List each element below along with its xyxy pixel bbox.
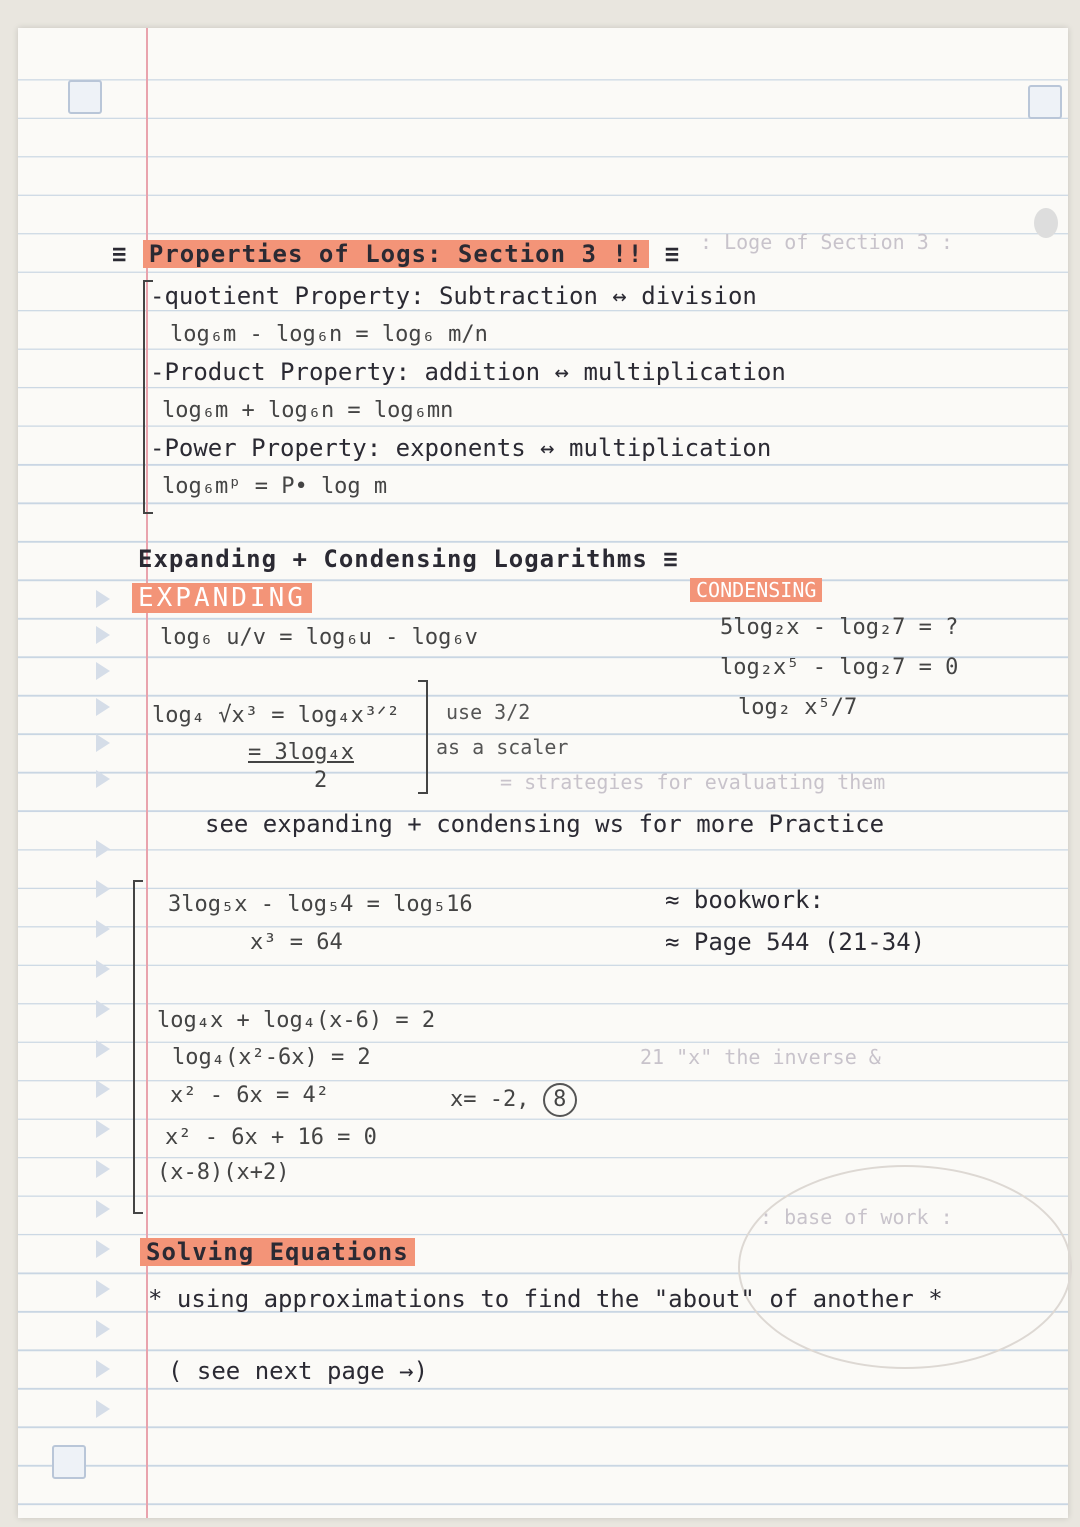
margin-triangle	[96, 1200, 110, 1218]
margin-triangle	[96, 1040, 110, 1058]
margin-triangle	[96, 626, 110, 644]
emphasis-marks-icon: ≡	[112, 240, 128, 268]
expanding-example-bracket	[418, 680, 428, 794]
margin-triangle	[96, 662, 110, 680]
bookwork-pages-text: Page 544 (21-34)	[693, 928, 926, 956]
expanding-note-line-2: as a scaler	[436, 735, 569, 759]
condensing-line-3: log₂ x⁵/7	[738, 695, 858, 720]
emphasis-marks-icon: ≈	[665, 886, 680, 914]
solve-bracket	[133, 880, 143, 1214]
margin-triangle	[96, 1120, 110, 1138]
margin-triangle	[96, 734, 110, 752]
quotient-property-label: -quotient Property: Subtraction ↔ division	[150, 282, 757, 310]
properties-bracket	[143, 280, 153, 514]
page-corner-marker-top-right	[1028, 85, 1062, 119]
margin-triangle	[96, 880, 110, 898]
expanding-example-2-line-1: log₄ √x³ = log₄x³ᐟ²	[152, 703, 400, 728]
bleed-through-text: 21 "x" the inverse &	[640, 1045, 881, 1069]
product-property-example: log₆m + log₆n = log₆mn	[162, 398, 454, 423]
emphasis-marks-icon: ≈	[665, 928, 680, 956]
expanding-example-2-denominator: 2	[314, 768, 328, 793]
condensing-heading	[690, 578, 822, 602]
margin-triangle	[96, 1360, 110, 1378]
expanding-example-1: log₆ u/v = log₆u - log₆v	[160, 625, 478, 650]
power-property-label: -Power Property: exponents ↔ multiplication	[150, 434, 772, 462]
quotient-property-example: log₆m - log₆n = log₆ m/n	[170, 322, 488, 347]
solve-2-line-5: (x-8)(x+2)	[157, 1160, 290, 1185]
expanding-note-line-1: use 3/2	[446, 700, 531, 724]
expand-condense-title	[138, 545, 679, 573]
margin-triangle	[96, 1320, 110, 1338]
practice-note	[205, 810, 884, 838]
bleed-through-text: : Loge of Section 3 :	[700, 230, 953, 254]
solve-2-line-2: log₄(x²-6x) = 2	[172, 1045, 371, 1070]
solve-2-line-3: x² - 6x = 4²	[170, 1083, 329, 1108]
margin-triangle	[96, 960, 110, 978]
expanding-heading	[132, 583, 312, 613]
solving-next-page: ( see next page →)	[168, 1357, 429, 1385]
condensing-line-2: log₂x⁵ - log₂7 = 0	[720, 655, 959, 680]
solving-title	[140, 1238, 415, 1266]
bookwork-pages	[665, 928, 925, 956]
margin-triangle	[96, 770, 110, 788]
emphasis-marks-icon: ≡	[663, 545, 679, 573]
solve-2-answer-circled: 8	[543, 1083, 577, 1117]
bleed-through-text: = strategies for evaluating them	[500, 770, 886, 794]
expand-condense-title-text: Expanding + Condensing Logarithms	[138, 545, 648, 573]
page-corner-marker-bottom-left	[52, 1445, 86, 1479]
solve-2-answer	[450, 1083, 577, 1117]
margin-triangle	[96, 1400, 110, 1418]
solve-2-line-1: log₄x + log₄(x-6) = 2	[157, 1008, 436, 1033]
practice-note-text: see expanding + condensing ws for more Practice	[205, 810, 885, 838]
condensing-heading-text: CONDENSING	[690, 578, 822, 602]
expanding-heading-text: EXPANDING	[132, 583, 312, 613]
expanding-example-2-line-2: = 3log₄x	[248, 740, 354, 765]
bookwork-label-text: bookwork:	[693, 886, 824, 914]
solve-1-line-1: 3log₅x - log₅4 = log₅16	[168, 892, 473, 917]
margin-triangle	[96, 1080, 110, 1098]
solve-2-line-4: x² - 6x + 16 = 0	[165, 1125, 377, 1150]
margin-triangle	[96, 698, 110, 716]
margin-triangle	[96, 840, 110, 858]
power-property-example: log₆mᵖ = P• log m	[162, 474, 388, 499]
solving-note: * using approximations to find the "about" of another *	[148, 1285, 943, 1313]
bookwork-label	[665, 886, 824, 914]
solve-2-answer-prefix: x= -2,	[450, 1087, 530, 1112]
section-title	[112, 240, 680, 268]
product-property-label: -Product Property: addition ↔ multiplication	[150, 358, 786, 386]
emphasis-marks-icon: ≡	[664, 240, 681, 268]
margin-triangle	[96, 590, 110, 608]
condensing-line-1: 5log₂x - log₂7 = ?	[720, 615, 959, 640]
margin-triangle	[96, 1240, 110, 1258]
page-corner-marker-top-left	[68, 80, 102, 114]
margin-triangle	[96, 1000, 110, 1018]
pencil-oval	[738, 1165, 1072, 1369]
margin-triangle	[96, 920, 110, 938]
margin-triangle	[96, 1160, 110, 1178]
bleed-through-text: : base of work :	[760, 1205, 953, 1229]
margin-triangle	[96, 1280, 110, 1298]
punch-hole	[1034, 208, 1058, 238]
solving-title-text: Solving Equations	[140, 1238, 415, 1266]
solve-1-line-2: x³ = 64	[250, 930, 343, 955]
section-title-text: Properties of Logs: Section 3 !!	[143, 240, 649, 268]
